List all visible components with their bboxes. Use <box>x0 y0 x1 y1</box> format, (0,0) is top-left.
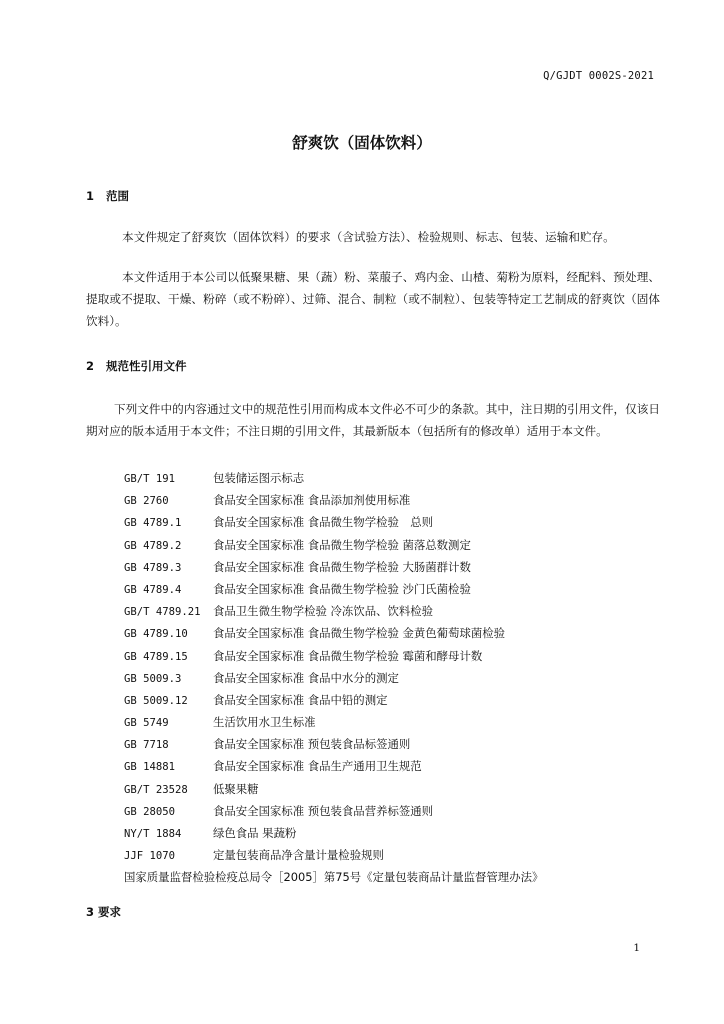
reference-item <box>124 822 664 844</box>
reference-code: NY/T 1884 <box>124 828 182 840</box>
reference-title: 定量包装商品净含量计量检验规则 <box>213 848 384 863</box>
normative-intro-paragraph: 下列文件中的内容通过文中的规范性引用而构成本文件必不可少的条款。其中，注日期的引用文件，仅该日期对应的版本适用于本文件；不注日期的引用文件，其最新版本（包括所有的修改单）适用于本文件。 <box>86 402 660 438</box>
reference-title: 食品安全国家标准 食品微生物学检验 菌落总数测定 <box>213 537 471 552</box>
reference-code: GB 5749 <box>124 717 169 730</box>
reference-title: 食品安全国家标准 食品微生物学检验 金黄色葡萄球菌检验 <box>213 626 506 641</box>
reference-note: 国家质量监督检验检疫总局令［2005］第75号《定量包装商品计量监督管理办法》 <box>124 870 544 885</box>
reference-code: GB 2760 <box>124 495 169 508</box>
reference-title: 食品安全国家标准 预包装食品营养标签通则 <box>213 803 434 818</box>
reference-item <box>124 578 664 600</box>
document-title: 舒爽饮（固体饮料） <box>292 134 432 152</box>
reference-code: GB 14881 <box>124 761 176 774</box>
reference-code: GB/T 23528 <box>124 783 188 796</box>
reference-title: 食品安全国家标准 食品中水分的测定 <box>213 670 399 685</box>
reference-title: 食品安全国家标准 食品生产通用卫生规范 <box>213 759 422 774</box>
reference-item <box>124 534 664 556</box>
section-heading-normative-references <box>86 358 187 374</box>
reference-title: 低聚果糖 <box>213 781 259 796</box>
reference-code: GB/T 191 <box>124 473 176 485</box>
section-heading-scope <box>86 188 129 204</box>
reference-title: 食品卫生微生物学检验 冷冻饮品、饮料检验 <box>213 604 434 619</box>
reference-code: GB 5009.3 <box>124 672 182 685</box>
reference-code: GB 4789.2 <box>124 539 182 552</box>
reference-item <box>124 645 664 667</box>
reference-code: GB/T 4789.21 <box>124 606 201 619</box>
section-heading-requirements <box>86 904 121 920</box>
reference-title: 绿色食品 果蔬粉 <box>213 826 297 840</box>
reference-code: GB 7718 <box>124 739 169 752</box>
reference-code: GB 5009.12 <box>124 694 188 707</box>
section-title: 范围 <box>106 189 129 203</box>
section-number: 3 <box>86 905 95 919</box>
reference-list <box>124 467 664 889</box>
reference-code: JJF 1070 <box>124 850 176 863</box>
reference-code: GB 4789.1 <box>124 517 182 530</box>
reference-item <box>124 844 664 866</box>
reference-code: GB 4789.3 <box>124 561 182 574</box>
reference-item <box>124 711 664 733</box>
reference-item <box>124 667 664 689</box>
section-number: 1 <box>86 189 95 203</box>
reference-item <box>124 622 664 644</box>
reference-title: 食品安全国家标准 食品微生物学检验 沙门氏菌检验 <box>213 581 471 596</box>
reference-code: GB 4789.10 <box>124 628 188 641</box>
section-title: 要求 <box>98 905 122 919</box>
reference-code: GB 4789.15 <box>124 650 188 663</box>
reference-title: 食品安全国家标准 食品中铅的测定 <box>213 692 388 707</box>
reference-title: 食品安全国家标准 食品添加剂使用标准 <box>213 493 411 508</box>
reference-title: 食品安全国家标准 食品微生物学检验 大肠菌群计数 <box>213 559 471 574</box>
reference-item <box>124 600 664 622</box>
reference-item <box>124 556 664 578</box>
scope-paragraph-1: 本文件规定了舒爽饮（固体饮料）的要求（含试验方法）、检验规则、标志、包装、运输和贮存。 <box>122 230 615 244</box>
reference-item <box>124 733 664 755</box>
document-code: Q/GJDT 0002S-2021 <box>543 70 654 82</box>
reference-title: 食品安全国家标准 食品微生物学检验 总则 <box>213 515 434 530</box>
reference-item <box>124 755 664 777</box>
section-number: 2 <box>86 359 95 373</box>
scope-paragraph-2: 本文件适用于本公司以低聚果糖、果（蔬）粉、菜菔子、鸡内金、山楂、菊粉为原料，经配料、预处理、提取或不提取、干燥、粉碎（或不粉碎）、过筛、混合、制粒（或不制粒）、包装等特定工艺制成的舒爽饮（固体饮料）。 <box>86 270 660 328</box>
reference-title: 生活饮用水卫生标准 <box>213 715 316 730</box>
reference-item <box>124 467 664 489</box>
reference-item <box>124 778 664 800</box>
reference-title: 包装储运图示标志 <box>213 471 305 485</box>
reference-item <box>124 689 664 711</box>
reference-code: GB 28050 <box>124 805 176 818</box>
section-title: 规范性引用文件 <box>106 359 187 373</box>
reference-item <box>124 800 664 822</box>
reference-code: GB 4789.4 <box>124 583 182 596</box>
reference-item <box>124 511 664 533</box>
reference-title: 食品安全国家标准 食品微生物学检验 霉菌和酵母计数 <box>213 648 483 663</box>
page-number: 1 <box>633 942 640 954</box>
reference-title: 食品安全国家标准 预包装食品标签通则 <box>213 737 411 752</box>
reference-item <box>124 489 664 511</box>
